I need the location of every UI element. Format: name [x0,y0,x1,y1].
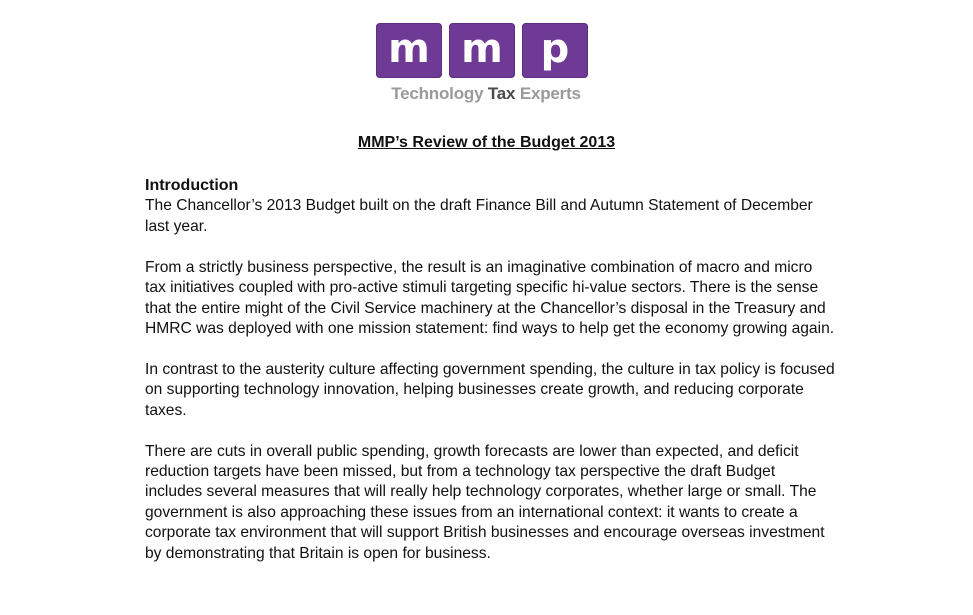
tagline-word-tax: Tax [487,84,516,103]
paragraph-1: The Chancellor’s 2013 Budget built on the draft Finance Bill and Autumn Statement of December last year. [145,197,813,235]
paragraph-4: There are cuts in overall public spending, growth forecasts are lower than expected, and deficit reduction targets have been missed, but from a technology tax perspective the draft Budget includes several measures that will really help technology corporates, whether large or small. The government is also approaching these issues from an international context: it wants to create a corporate tax environment that will support British businesses and encourage overseas investment by demonstrating that Britain is open for business. [145,442,825,562]
tagline-word-experts: Experts [519,84,581,103]
logo-tiles [376,23,588,78]
section-heading-introduction: Introduction [145,177,239,194]
logo-tile-m2: m [449,23,515,78]
logo-tile-p: p [522,23,588,78]
tagline-word-technology: Technology [391,84,484,103]
paragraph-2: From a strictly business perspective, the result is an imaginative combination of macro and micro tax initiatives coupled with pro-active stimuli targeting specific hi-value sectors. There is the sense that the entire might of the Civil Service machinery at the Chancellor’s disposal in the Treasury and HMRC was deployed with one mission statement: find ways to help get the economy growing again. [145,258,835,337]
mmp-logo [366,10,606,118]
document-title: MMP’s Review of the Budget 2013 [357,134,616,151]
logo-tagline [366,84,606,104]
logo-tile-m1: m [376,23,442,78]
paragraph-3: In contrast to the austerity culture affecting government spending, the culture in tax policy is focused on supporting technology innovation, helping businesses create growth, and reducing corporate taxes. [145,360,835,419]
document-body [145,176,835,585]
